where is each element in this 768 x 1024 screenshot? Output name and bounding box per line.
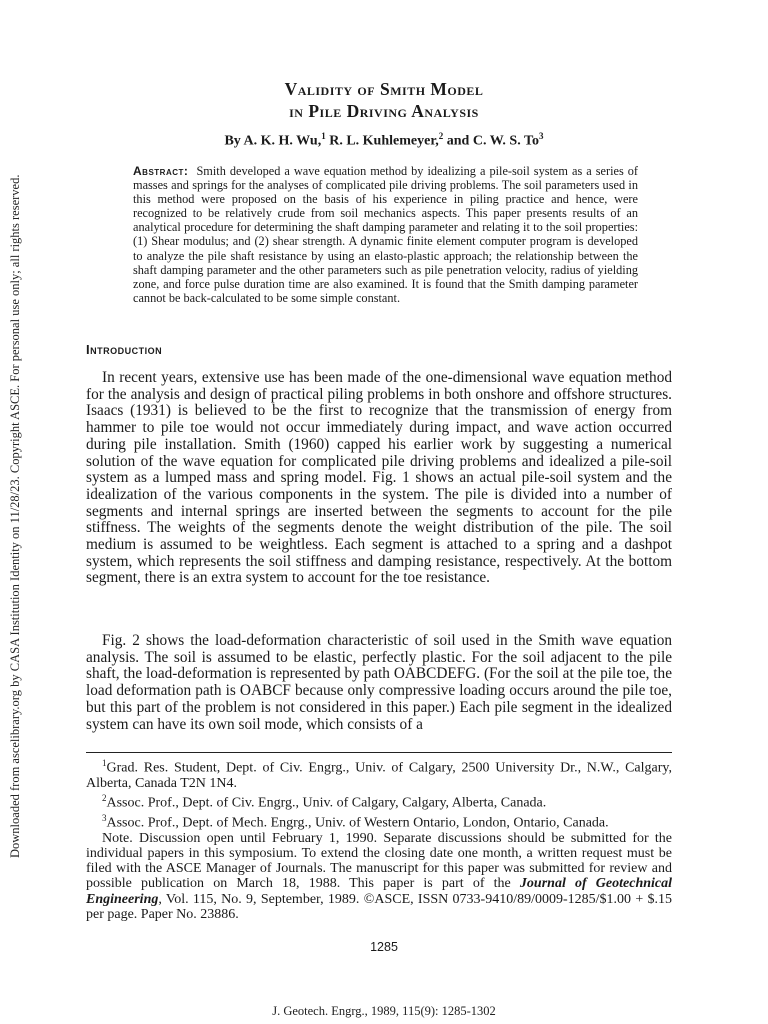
author-affiliation-mark: 3	[539, 131, 544, 141]
footnote-text: Grad. Res. Student, Dept. of Civ. Engrg., Univ. of Calgary, 2500 University Dr., N.W., Calgary, Alberta, Canada T2N 1N4.	[86, 760, 672, 791]
byline-conjunction: and	[446, 133, 470, 149]
author-affiliation-mark: 2	[438, 131, 444, 141]
body-paragraph: Fig. 2 shows the load-deformation characteristic of soil used in the Smith wave equation analysis. The soil is assumed to be elastic, perfectly plastic. For the soil adjacent to the pile shaft, the load-deformation is represented by path OABCDEFG. (For the soil at the pile toe, the load deformation path is OABCF because only compressive loading occurs around the pile toe, but this part of the problem is not considered in this paper.) Each pile segment in the idealized system can have its own soil mode, which consists of a	[86, 632, 672, 733]
byline-prefix: By	[224, 133, 241, 149]
abstract-text: Smith developed a wave equation method by idealizing a pile-soil system as a series of masses and springs for the analyses of complicated pile driving problems. The soil parameters used in this method were proposed on the basis of his experience in piling practice and hence, were recognized to be relatively crude from soil mechanics aspects. This paper presents results of an analytical procedure for determining the shaft damping parameter and relating it to the soil properties: (1) Shear modulus; and (2) shear strength. A dynamic finite element computer program is developed to analyze the pile shaft resistance by using an elasto-plastic approach; the relationship between the shaft damping parameter and the other parameters such as pile penetration velocity, radius of yielding zone, and force pulse duration time are also examined. It is found that the Smith damping parameter cannot be back-calculated to be some simple constant.	[133, 164, 638, 305]
author-affiliation-mark: 1	[321, 131, 326, 141]
title-line-2: in Pile Driving Analysis	[289, 101, 479, 121]
download-notice: Downloaded from ascelibrary.org by CASA Institution Identity on 11/28/23. Copyright ASCE. For personal use only; all rights reserved.	[8, 174, 22, 858]
author-name: C. W. S. To	[472, 133, 540, 149]
footnote	[86, 756, 672, 791]
footnote	[86, 811, 672, 831]
footnote-text: Assoc. Prof., Dept. of Civ. Engrg., Univ. of Calgary, Calgary, Alberta, Canada.	[106, 795, 547, 811]
title-line-1: Validity of Smith Model	[284, 79, 484, 99]
footnote	[86, 791, 672, 811]
footnote-mark: 1	[102, 758, 107, 768]
author-byline	[0, 131, 768, 150]
author-name: A. K. H. Wu,	[243, 133, 322, 149]
footnote-divider	[86, 752, 672, 753]
page-number: 1285	[370, 940, 398, 954]
footnote-mark: 3	[102, 812, 107, 823]
abstract	[133, 164, 638, 305]
body-paragraph: In recent years, extensive use has been made of the one-dimensional wave equation method for the analysis and design of practical piling problems in both onshore and offshore structures. Isaacs (1931) is believed to be the first to recognize that the transmission of energy from hammer to pile toe would not occur immediately during impact, and wave action occurred during pile installation. Smith (1960) capped his earlier work by suggesting a numerical solution of the wave equation for complicated pile driving problems and idealized a pile-soil system as a lumped mass and spring model. Fig. 1 shows an actual pile-soil system and the idealization of the various components in the system. The pile is divided into a number of segments and internal springs are inserted between the segments to account for the pile stiffness. The weights of the segments denote the weight distribution of the pile. The soil medium is assumed to be weightless. Each segment is attached to a spring and a dashpot system, which represents the soil stiffness and damping resistance, respectively. At the bottom segment, there is an extra system to account for the toe resistance.	[86, 369, 672, 587]
footnote-mark: 2	[102, 793, 107, 804]
section-heading-introduction: Introduction	[86, 342, 163, 357]
abstract-label: Abstract:	[133, 164, 189, 178]
author-name: R. L. Kuhlemeyer,	[329, 133, 439, 149]
footnote-text: Assoc. Prof., Dept. of Mech. Engrg., Univ. of Western Ontario, London, Ontario, Canada.	[106, 815, 609, 831]
note-text: Note. Discussion open until February 1, 1990. Separate discussions should be submitted for the individual papers in this symposium. To extend the closing date one month, a written request must be filed with the ASCE Manager of Journals. The manuscript for this paper was submitted for review and possible publication on March 18, 1988. This paper is part of the	[86, 830, 672, 892]
journal-citation: J. Geotech. Engrg., 1989, 115(9): 1285-1302	[272, 1004, 496, 1018]
publication-note	[86, 831, 672, 922]
note-text-end: , Vol. 115, No. 9, September, 1989. ©ASCE, ISSN 0733-9410/89/0009-1285/$1.00 + $.15 per page. Paper No. 23886.	[86, 891, 672, 922]
footnotes	[86, 756, 672, 922]
journal-title: Journal of Geotechnical Engineering	[86, 876, 673, 907]
